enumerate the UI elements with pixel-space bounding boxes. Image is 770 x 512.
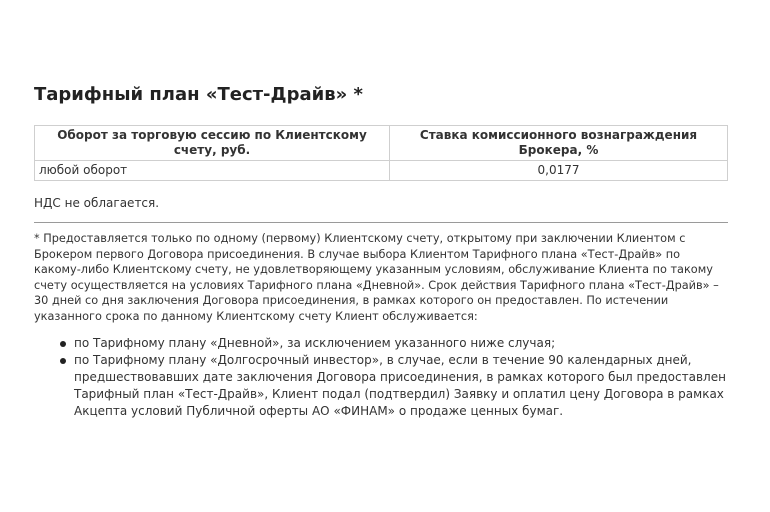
- list-item: [74, 335, 728, 352]
- tariff-table: [34, 125, 728, 181]
- footnote-divider: [34, 222, 728, 223]
- bullet-icon: [60, 341, 66, 347]
- bullet-icon: [60, 358, 66, 364]
- footnote-text: * Предоставляется только по одному (первому) Клиентскому счету, открытому при заключении Клиентом с Брокером первого Договора присоединения. В случае выбора Клиентом Тарифного плана «Тест-Драйв» по какому-либо Клиентскому счету, не удовлетворяющему указанным условиям, обслуживание Клиента по такому счету осуществляется на условиях Тарифного плана «Дневной». Срок действия Тарифного плана «Тест-Драйв» – 30 дней со дня заключения Договора присоединения, в рамках которого он предоставлен. По истечении указанного срока по данному Клиентскому счету Клиент обслуживается:: [34, 232, 719, 323]
- table-cell-rate: 0,0177: [390, 161, 728, 181]
- column-header-turnover: Оборот за торговую сессию по Клиентскому счету, руб.: [35, 126, 390, 161]
- page-title: Тарифный план «Тест-Драйв» *: [34, 84, 363, 105]
- vat-note: НДС не облагается.: [34, 196, 160, 210]
- list-item-text: по Тарифному плану «Долгосрочный инвестор», в случае, если в течение 90 календарных дней, предшествовавших дате заключения Договора присоединения, в рамках которого был предоставлен Тарифный план «Тест-Драйв», Клиент подал (подтвердил) Заявку и оплатил цену Договора в рамках Акцепта условий Публичной оферты АО «ФИНАМ» о продаже ценных бумаг.: [74, 352, 726, 418]
- table-cell-turnover: любой оборот: [35, 161, 390, 181]
- list-item: [74, 352, 728, 420]
- column-header-rate: Ставка комиссионного вознаграждения Брокера, %: [390, 126, 728, 161]
- footnote-list: [34, 335, 728, 420]
- table-header-row: [35, 126, 728, 161]
- table-row: [35, 161, 728, 181]
- list-item-text: по Тарифному плану «Дневной», за исключением указанного ниже случая;: [74, 335, 556, 350]
